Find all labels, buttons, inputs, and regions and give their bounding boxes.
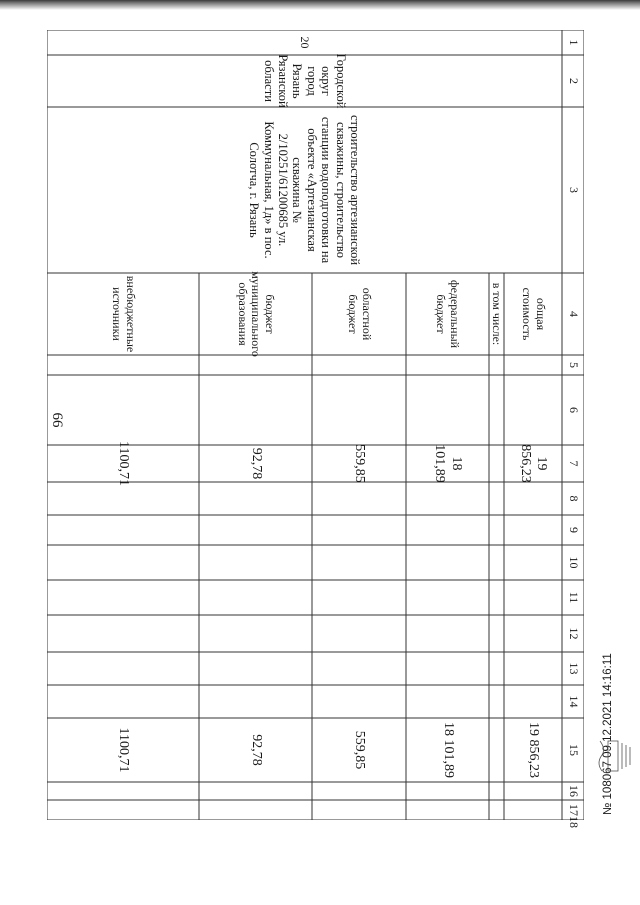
- document-footer: [586, 600, 636, 820]
- value-col6: 1100,71: [116, 441, 132, 486]
- empty-cell: [199, 375, 312, 445]
- value-col14: 1100,71: [116, 727, 132, 773]
- column-number-10: 10: [566, 556, 581, 569]
- column-number-16: 16: [566, 785, 581, 797]
- column-number-11: 11: [566, 591, 581, 604]
- value-col6: 559,85: [352, 444, 368, 483]
- column-number-12: 12: [566, 627, 581, 640]
- page-number: 66: [49, 412, 65, 428]
- value-col6: 92,78: [248, 447, 264, 480]
- value-col14: 18 101,89: [440, 722, 456, 778]
- stamp-seal: [596, 735, 634, 777]
- object-name-cell: строительство артезианской скважины, строительство станции водоподготовки на объекте «Артезианская скважина № 2/10251/61200685 ул. Коммунальная, 1д» в пос. Солотча, г. Рязань: [247, 114, 362, 266]
- source-label: общая стоимость: [520, 287, 548, 341]
- column-number-13: 13: [566, 662, 581, 675]
- value-col6: 18 101,89: [432, 444, 464, 483]
- column-number-8: 8: [566, 495, 581, 502]
- registration-number: № 108067 09.12.2021 14:16:11: [602, 653, 614, 815]
- municipality-cell: Городской округ город Рязань Рязанской области: [261, 53, 348, 109]
- column-number-1: 1: [566, 39, 581, 46]
- source-label: бюджет муниципального образования: [235, 271, 278, 357]
- column-number-18: 18: [566, 816, 581, 828]
- column-number-4: 4: [566, 311, 581, 317]
- empty-cell: [504, 375, 562, 445]
- source-label: внебюджетные источники: [110, 275, 138, 353]
- value-col14: 92,78: [248, 734, 264, 766]
- column-number-9: 9: [566, 527, 581, 533]
- empty-cell: [406, 375, 489, 445]
- column-number-17: 17: [566, 804, 581, 816]
- scan-edge: [0, 0, 640, 10]
- column-number-14: 14: [566, 695, 581, 708]
- empty-cell: [47, 375, 199, 445]
- column-number-3: 3: [566, 187, 581, 193]
- empty-cell: [312, 375, 406, 445]
- source-label: областной бюджет: [346, 287, 374, 341]
- value-col14: 19 856,23: [526, 722, 542, 778]
- row-number: 20: [298, 36, 313, 49]
- value-col6: 19 856,23: [518, 444, 550, 483]
- including-label: в том числе:: [490, 282, 505, 346]
- program-table: [47, 30, 584, 828]
- value-col14: 559,85: [352, 730, 368, 770]
- column-number-6: 6: [566, 407, 581, 413]
- column-number-5: 5: [566, 362, 581, 368]
- column-number-15: 15: [566, 744, 581, 756]
- rotated-table-stage: [47, 30, 584, 828]
- source-label: федеральный бюджет: [434, 279, 463, 349]
- column-number-7: 7: [566, 460, 581, 467]
- column-number-2: 2: [566, 78, 581, 84]
